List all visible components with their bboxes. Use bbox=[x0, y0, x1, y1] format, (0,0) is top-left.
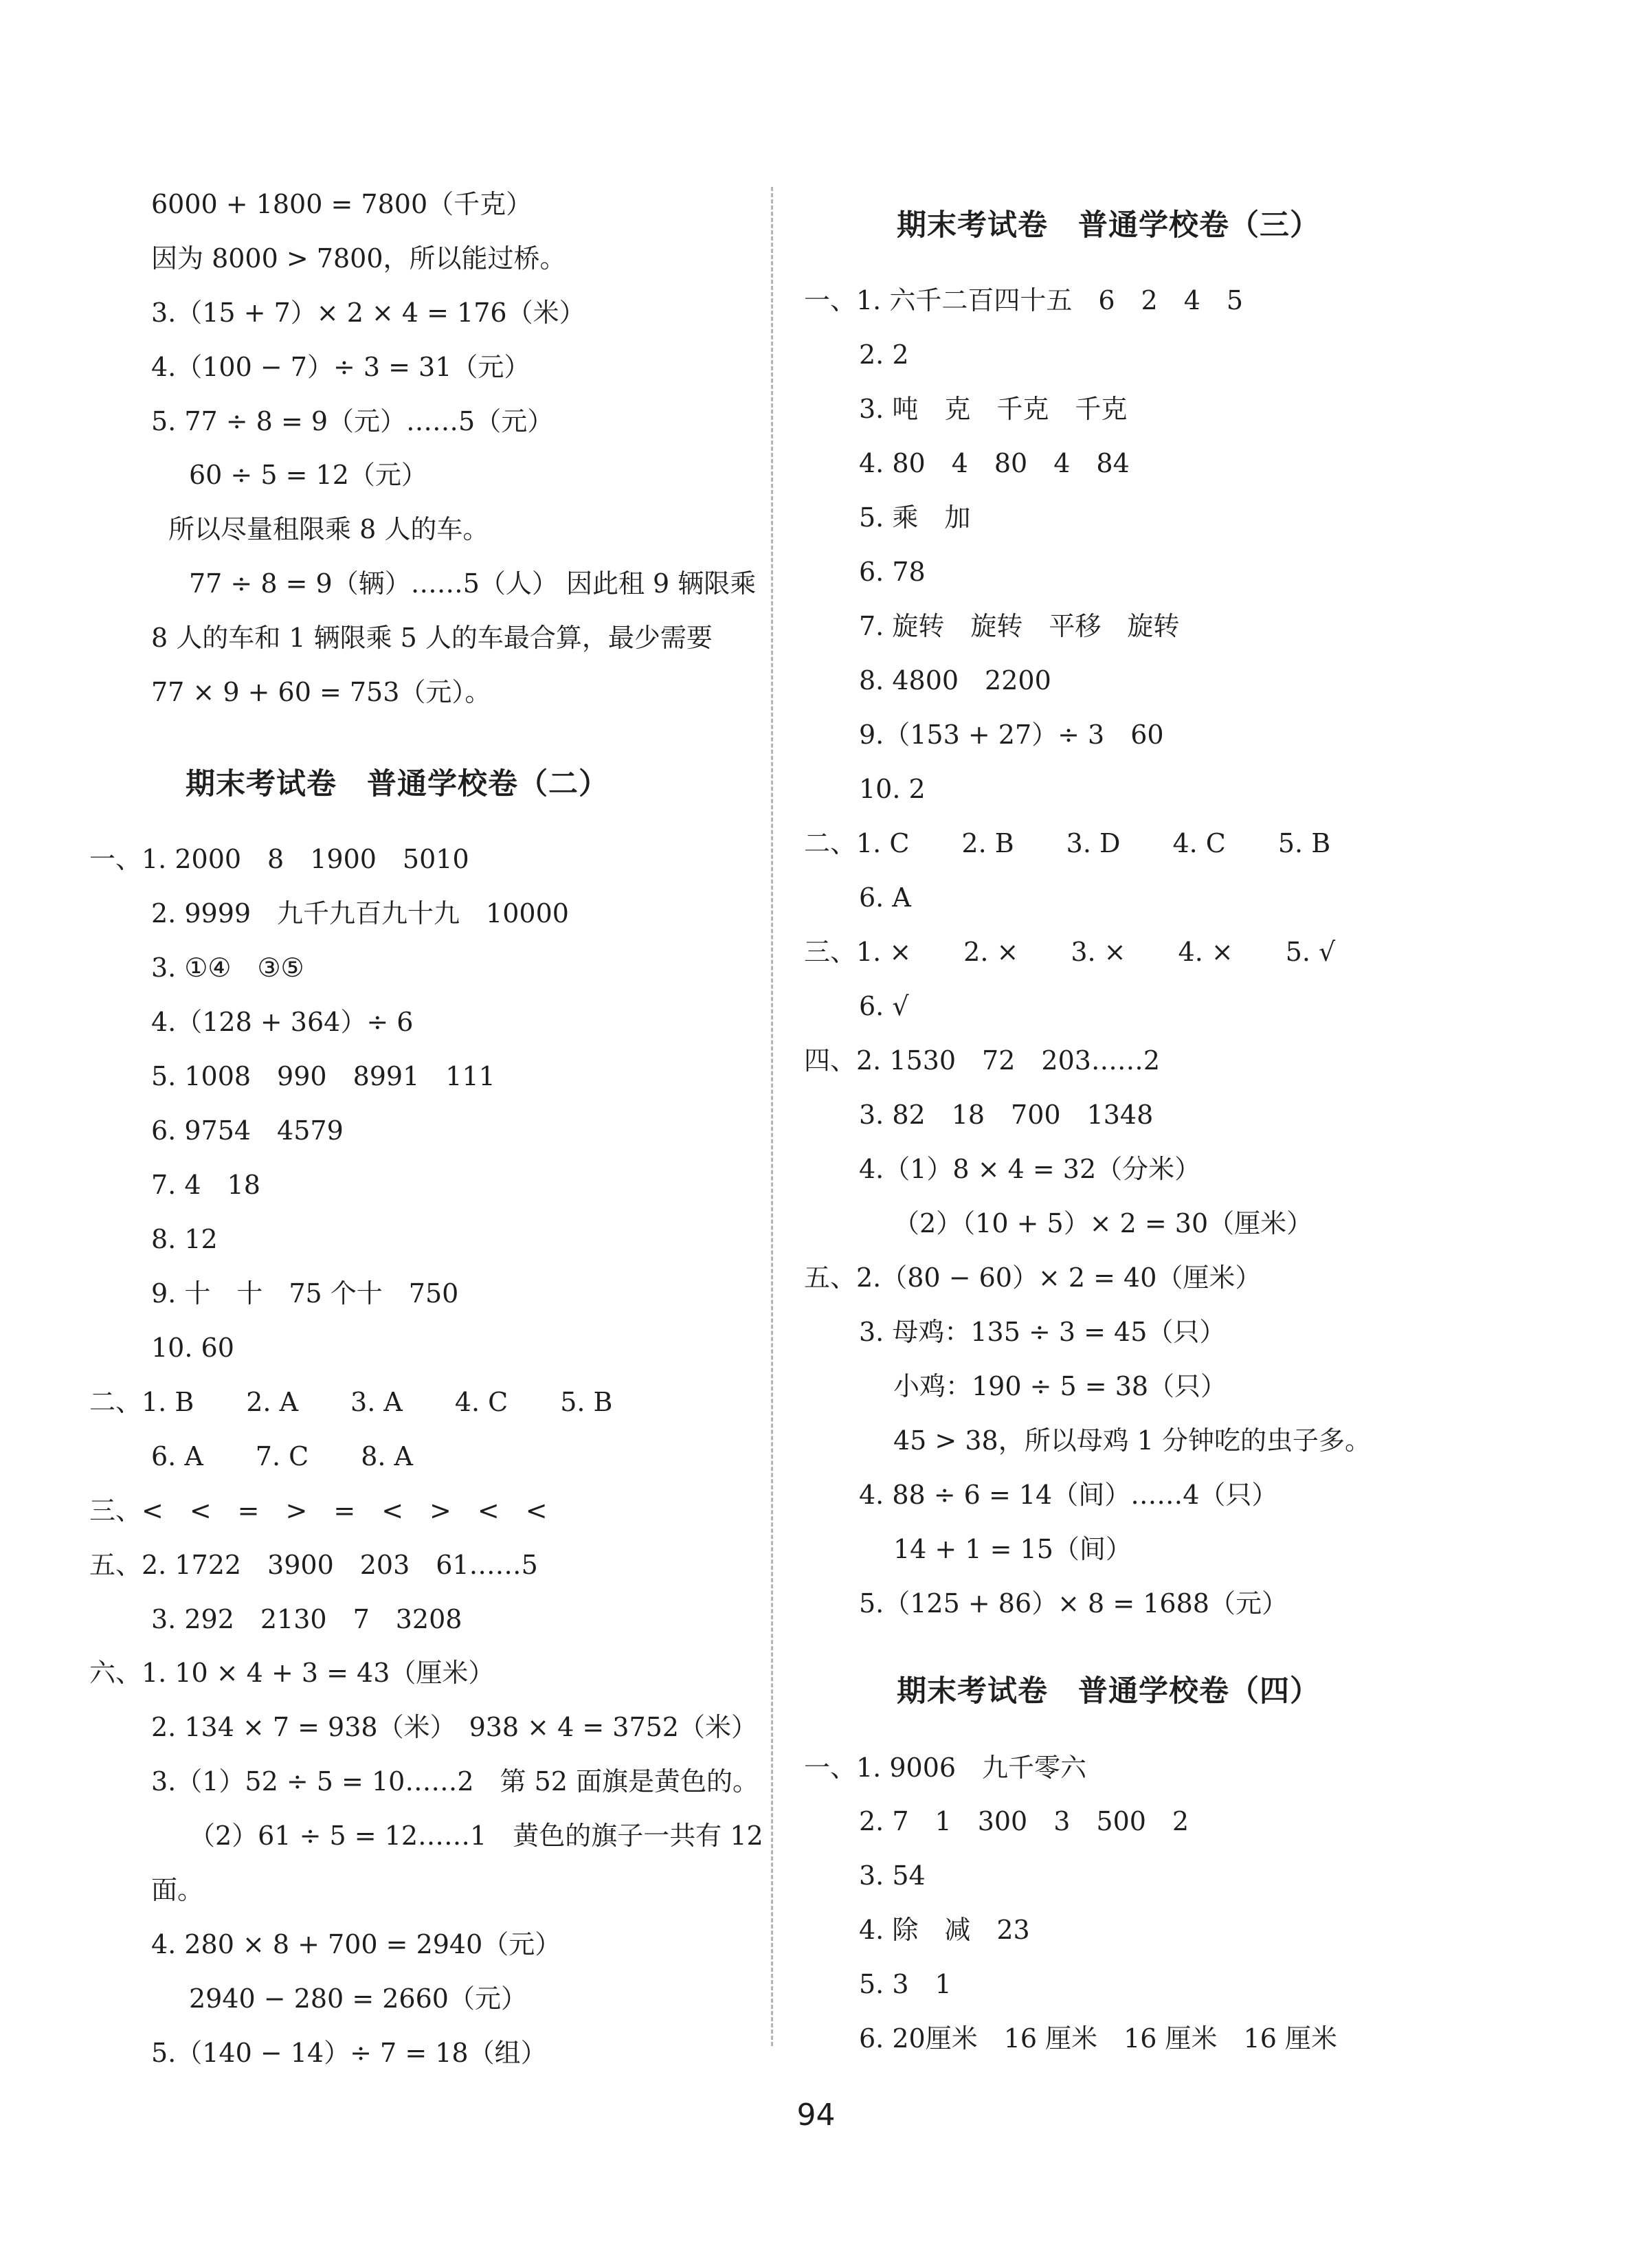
left-answer-line: 5. 1008 990 8991 111 bbox=[151, 1061, 495, 1091]
right-answer-line: 10. 2 bbox=[859, 774, 926, 804]
right-answer-line: 一、1. 9006 九千零六 bbox=[804, 1753, 1087, 1783]
right-answer-line: 14 + 1 = 15（间） bbox=[893, 1534, 1132, 1564]
left-answer-line: 3. ①④ ③⑤ bbox=[151, 953, 304, 983]
left-answer-line: 6. A 7. C 8. A bbox=[151, 1441, 413, 1471]
right-answer-line: 6. A bbox=[859, 882, 911, 913]
right-answer-line: 7. 旋转 旋转 平移 旋转 bbox=[859, 611, 1180, 641]
left-answer-line: 2940 − 280 = 2660（元） bbox=[189, 1983, 527, 2014]
left-answer-line: 6000 + 1800 = 7800（千克） bbox=[151, 189, 533, 219]
right-answer-line: 45 > 38，所以母鸡 1 分钟吃的虫子多。 bbox=[893, 1425, 1372, 1456]
left-answer-line: 五、2. 1722 3900 203 61……5 bbox=[89, 1550, 538, 1580]
left-answer-line: 一、1. 2000 8 1900 5010 bbox=[89, 844, 469, 874]
right-answer-line: 4. 除 减 23 bbox=[859, 1915, 1030, 1945]
right-answer-line: 3. 吨 克 千克 千克 bbox=[859, 394, 1128, 424]
left-answer-line: 3.（1）52 ÷ 5 = 10……2 第 52 面旗是黄色的。 bbox=[151, 1766, 759, 1797]
left-answer-line: 77 × 9 + 60 = 753（元）。 bbox=[151, 677, 491, 707]
right-answer-line: 三、1. × 2. × 3. × 4. × 5. √ bbox=[804, 937, 1336, 967]
right-answer-line: 2. 2 bbox=[859, 340, 909, 370]
right-answer-line: （2）（10 + 5）× 2 = 30（厘米） bbox=[893, 1208, 1313, 1238]
left-answer-line: 2. 9999 九千九百九十九 10000 bbox=[151, 898, 569, 929]
left-answer-line: 六、1. 10 × 4 + 3 = 43（厘米） bbox=[89, 1658, 495, 1688]
left-answer-line: 8 人的车和 1 辆限乘 5 人的车最合算，最少需要 bbox=[151, 623, 713, 653]
left-answer-line: 3. 292 2130 7 3208 bbox=[151, 1604, 462, 1634]
right-answer-line: 6. 20厘米 16 厘米 16 厘米 16 厘米 bbox=[859, 2023, 1337, 2054]
left-answer-line: （2）61 ÷ 5 = 12……1 黄色的旗子一共有 12 bbox=[189, 1821, 763, 1851]
page-number: 94 bbox=[796, 2098, 836, 2133]
right-answer-line: 一、1. 六千二百四十五 6 2 4 5 bbox=[804, 285, 1244, 315]
left-answer-line: 所以尽量租限乘 8 人的车。 bbox=[168, 514, 489, 544]
right-answer-line: 9.（153 + 27）÷ 3 60 bbox=[859, 720, 1164, 750]
right-answer-line: 五、2.（80 − 60）× 2 = 40（厘米） bbox=[804, 1263, 1262, 1293]
left-answer-line: 4.（128 + 364）÷ 6 bbox=[151, 1007, 414, 1037]
left-answer-line: 9. 十 十 75 个十 750 bbox=[151, 1278, 459, 1309]
right-answer-line: 6. 78 bbox=[859, 557, 926, 587]
right-answer-line: 8. 4800 2200 bbox=[859, 665, 1051, 696]
left-answer-line: 8. 12 bbox=[151, 1224, 218, 1254]
right-answer-line: 2. 7 1 300 3 500 2 bbox=[859, 1806, 1189, 1836]
right-answer-line: 5.（125 + 86）× 8 = 1688（元） bbox=[859, 1588, 1288, 1619]
right-section-heading: 期末考试卷 普通学校卷（四） bbox=[897, 1674, 1320, 1709]
right-answer-line: 小鸡：190 ÷ 5 = 38（只） bbox=[893, 1371, 1227, 1401]
right-answer-line: 3. 82 18 700 1348 bbox=[859, 1100, 1154, 1130]
left-answer-line: 3.（15 + 7）× 2 × 4 = 176（米） bbox=[151, 298, 585, 328]
left-answer-line: 60 ÷ 5 = 12（元） bbox=[189, 460, 427, 490]
column-divider bbox=[771, 187, 773, 2046]
left-answer-line: 5. 77 ÷ 8 = 9（元）……5（元） bbox=[151, 406, 554, 436]
left-answer-line: 10. 60 bbox=[151, 1333, 234, 1363]
left-answer-line: 4. 280 × 8 + 700 = 2940（元） bbox=[151, 1929, 561, 1959]
right-answer-line: 6. √ bbox=[859, 991, 909, 1021]
right-answer-line: 4. 88 ÷ 6 = 14（间）……4（只） bbox=[859, 1480, 1278, 1510]
right-answer-line: 5. 3 1 bbox=[859, 1969, 952, 1999]
left-answer-line: 6. 9754 4579 bbox=[151, 1115, 344, 1146]
right-answer-line: 5. 乘 加 bbox=[859, 502, 971, 533]
left-answer-line: 77 ÷ 8 = 9（辆）……5（人） 因此租 9 辆限乘 bbox=[189, 568, 757, 599]
left-answer-line: 因为 8000 > 7800，所以能过桥。 bbox=[151, 243, 566, 274]
left-answer-line: 7. 4 18 bbox=[151, 1170, 260, 1200]
left-answer-line: 2. 134 × 7 = 938（米） 938 × 4 = 3752（米） bbox=[151, 1712, 757, 1742]
left-section-heading: 期末考试卷 普通学校卷（二） bbox=[186, 767, 609, 801]
left-answer-line: 面。 bbox=[151, 1875, 204, 1905]
left-answer-line: 5.（140 − 14）÷ 7 = 18（组） bbox=[151, 2038, 547, 2068]
left-answer-line: 二、1. B 2. A 3. A 4. C 5. B bbox=[89, 1387, 613, 1417]
left-answer-line: 4.（100 − 7）÷ 3 = 31（元） bbox=[151, 352, 530, 382]
right-answer-line: 3. 54 bbox=[859, 1860, 926, 1891]
right-answer-line: 四、2. 1530 72 203……2 bbox=[804, 1045, 1161, 1076]
right-answer-line: 4.（1）8 × 4 = 32（分米） bbox=[859, 1154, 1201, 1184]
right-answer-line: 3. 母鸡：135 ÷ 3 = 45（只） bbox=[859, 1317, 1226, 1347]
right-answer-line: 二、1. C 2. B 3. D 4. C 5. B bbox=[804, 828, 1331, 858]
left-answer-line: 三、< < = > = < > < < bbox=[89, 1496, 548, 1526]
right-section-heading: 期末考试卷 普通学校卷（三） bbox=[897, 208, 1320, 243]
right-answer-line: 4. 80 4 80 4 84 bbox=[859, 448, 1130, 478]
